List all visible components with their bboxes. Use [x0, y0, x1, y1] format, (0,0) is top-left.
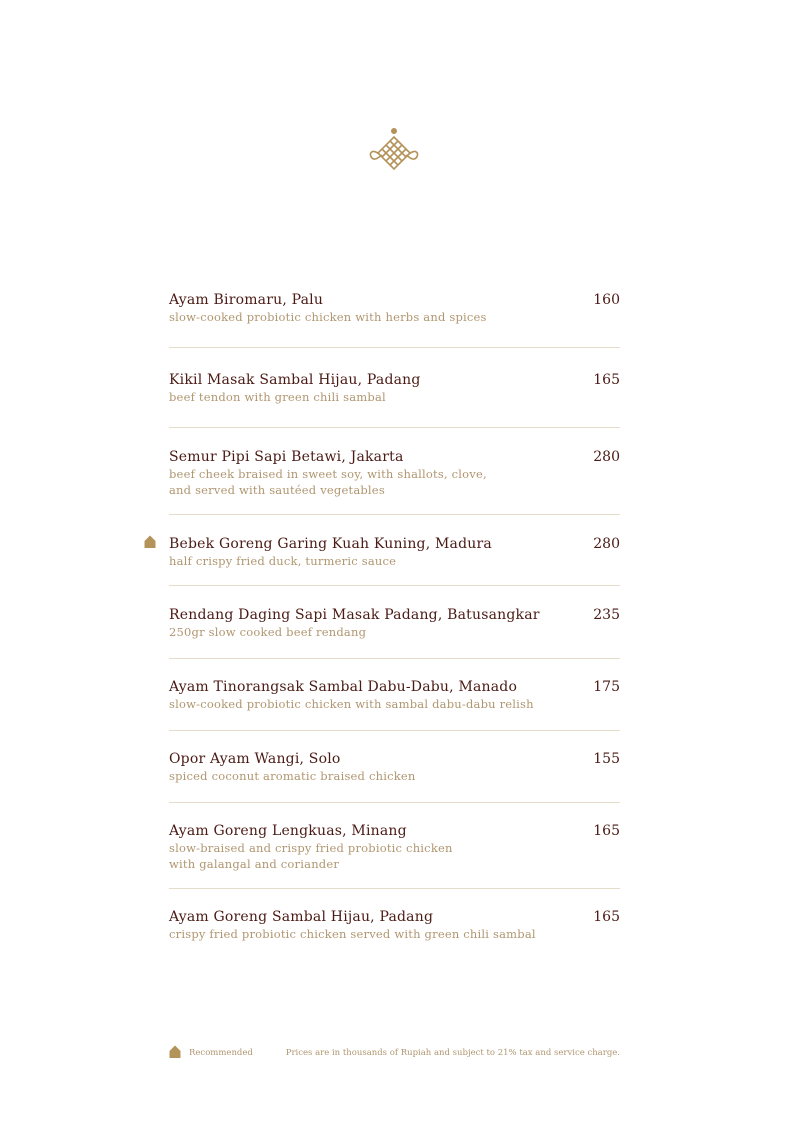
dish-price: 280: [593, 449, 620, 465]
dish-price: 155: [593, 751, 620, 767]
dish-price: 175: [593, 679, 620, 695]
dish-description: beef cheek braised in sweet soy, with shallots, clove,: [169, 467, 487, 481]
price-note: Prices are in thousands of Rupiah and subject to 21% tax and service charge.: [285, 1048, 620, 1058]
dish-description: beef tendon with green chili sambal: [169, 390, 386, 404]
dish-price: 165: [593, 823, 620, 839]
divider: [169, 427, 620, 428]
dish-description: half crispy fried duck, turmeric sauce: [169, 554, 397, 568]
dish-name: Kikil Masak Sambal Hijau, Padang: [169, 372, 421, 388]
dish-price: 160: [593, 292, 620, 308]
dish-name: Rendang Daging Sapi Masak Padang, Batusangkar: [169, 607, 540, 623]
dish-price: 165: [593, 372, 620, 388]
dish-name: Bebek Goreng Garing Kuah Kuning, Madura: [169, 536, 492, 552]
divider: [169, 514, 620, 515]
dish-description: crispy fried probiotic chicken served with green chili sambal: [169, 927, 536, 941]
divider: [169, 585, 620, 586]
dish-name: Semur Pipi Sapi Betawi, Jakarta: [169, 449, 404, 465]
recommended-marker-icon: [143, 535, 157, 549]
dish-name: Ayam Biromaru, Palu: [169, 292, 324, 308]
dish-name: Ayam Tinorangsak Sambal Dabu-Dabu, Manado: [169, 679, 518, 695]
endless-knot-icon: [366, 126, 422, 182]
dish-price: 165: [593, 909, 620, 925]
dish-description: slow-braised and crispy fried probiotic chicken: [169, 841, 453, 855]
divider: [169, 888, 620, 889]
recommended-legend-label: Recommended: [189, 1048, 253, 1058]
dish-price: 280: [593, 536, 620, 552]
dish-name: Opor Ayam Wangi, Solo: [169, 751, 341, 767]
dish-price: 235: [593, 607, 620, 623]
divider: [169, 730, 620, 731]
dish-description: slow-cooked probiotic chicken with sambal dabu-dabu relish: [169, 697, 534, 711]
dish-description-line-2: and served with sautéed vegetables: [169, 483, 385, 497]
divider: [169, 658, 620, 659]
divider: [169, 802, 620, 803]
dish-description: spiced coconut aromatic braised chicken: [169, 769, 416, 783]
divider: [169, 347, 620, 348]
dish-description: 250gr slow cooked beef rendang: [169, 625, 367, 639]
footer: [0, 1045, 793, 1063]
dish-name: Ayam Goreng Lengkuas, Minang: [169, 823, 407, 839]
recommended-marker-icon: [168, 1045, 182, 1059]
dish-description-line-2: with galangal and coriander: [169, 857, 340, 871]
dish-name: Ayam Goreng Sambal Hijau, Padang: [169, 909, 434, 925]
dish-description: slow-cooked probiotic chicken with herbs and spices: [169, 310, 487, 324]
